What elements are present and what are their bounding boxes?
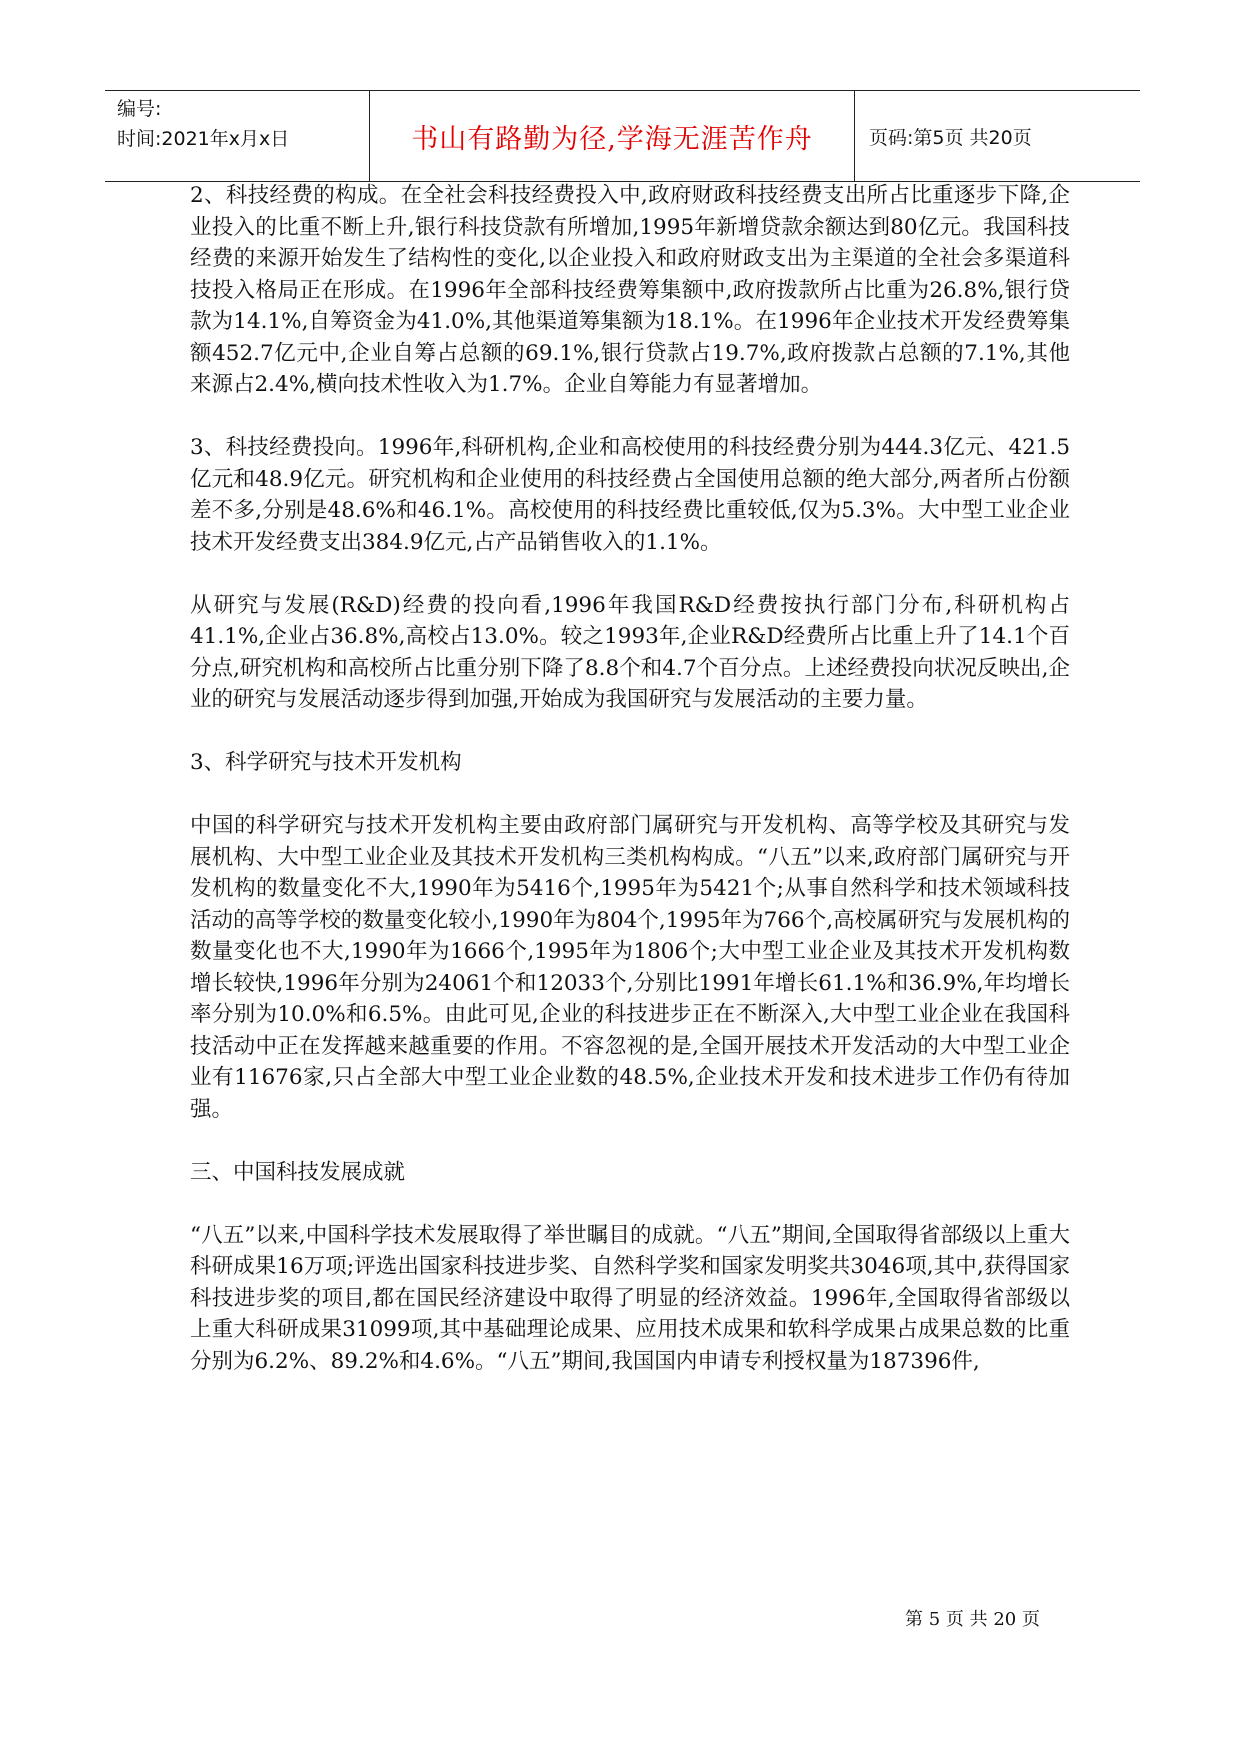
paragraph-funding-direction: 3、科技经费投向。1996年,科研机构,企业和高校使用的科技经费分别为444.3亿元、421.5亿元和48.9亿元。研究机构和企业使用的科技经费占全国使用总额的绝大部分,两者所占份额差不多,分别是48.6%和46.1%。高校使用的科技经费比重较低,仅为5.3%。大中型工业企业技术开发经费支出384.9亿元,占产品销售收入的1.1%。 bbox=[190, 435, 1070, 555]
header-motto: 书山有路勤为径,学海无涯苦作舟 bbox=[370, 91, 855, 181]
page-footer: 第 5 页 共 20 页 bbox=[905, 1609, 1040, 1630]
paragraph-institutions: 中国的科学研究与技术开发机构主要由政府部门属研究与开发机构、高等学校及其研究与发展机构、大中型工业企业及其技术开发机构三类机构构成。“八五”以来,政府部门属研究与开发机构的数量变化不大,1990年为5416个,1995年为5421个;从事自然科学和技术领域科技活动的高等学校的数量变化较小,1990年为804个,1995年为766个,高校属研究与发展机构的数量变化也不大,1990年为1666个,1995年为1806个;大中型工业企业及其技术开发机构数增长较快,1996年分别为24061个和12033个,分别比1991年增长61.1%和36.9%,年均增长率分别为10.0%和6.5%。由此可见,企业的科技进步正在不断深入,大中型工业企业在我国科技活动中正在发挥越来越重要的作用。不容忽视的是,全国开展技术开发活动的大中型工业企业有11676家,只占全部大中型工业企业数的48.5%,企业技术开发和技术进步工作仍有待加强。 bbox=[190, 813, 1070, 1122]
section-heading-institutions: 3、科学研究与技术开发机构 bbox=[190, 750, 462, 775]
paragraph-rd-direction: 从研究与发展(R&D)经费的投向看,1996年我国R&D经费按执行部门分布,科研机构占41.1%,企业占36.8%,高校占13.0%。较之1993年,企业R&D经费所占比重上升了14.1个百分点,研究机构和高校所占比重分别下降了8.8个和4.7个百分点。上述经费投向状况反映出,企业的研究与发展活动逐步得到加强,开始成为我国研究与发展活动的主要力量。 bbox=[190, 592, 1070, 712]
section-heading-achievements: 三、中国科技发展成就 bbox=[190, 1159, 406, 1185]
header-page-label: 页码:第5页 共20页 bbox=[869, 126, 1032, 149]
document-number-label: 编号: bbox=[117, 98, 162, 120]
document-time-label: 时间:2021年x月x日 bbox=[117, 128, 290, 150]
paragraph-achievements: “八五”以来,中国科学技术发展取得了举世瞩目的成就。“八五”期间,全国取得省部级以上重大科研成果16万项;评选出国家科技进步奖、自然科学奖和国家发明奖共3046项,其中,获得国家科技进步奖的项目,都在国民经济建设中取得了明显的经济效益。1996年,全国取得省部级以上重大科研成果31099项,其中基础理论成果、应用技术成果和软科学成果占成果总数的比重分别为6.2%、89.2%和4.6%。“八五”期间,我国国内申请专利授权量为187396件, bbox=[190, 1222, 1070, 1374]
header-info bbox=[105, 91, 370, 181]
document-body bbox=[190, 180, 1070, 1409]
paragraph-funding-structure: 2、科技经费的构成。在全社会科技经费投入中,政府财政科技经费支出所占比重逐步下降,企业投入的比重不断上升,银行科技贷款有所增加,1995年新增贷款余额达到80亿元。我国科技经费的来源开始发生了结构性的变化,以企业投入和政府财政支出为主渠道的全社会多渠道科技投入格局正在形成。在1996年全部科技经费筹集额中,政府拨款所占比重为26.8%,银行贷款为14.1%,自筹资金为41.0%,其他渠道筹集额为18.1%。在1996年企业技术开发经费筹集额452.7亿元中,企业自筹占总额的69.1%,银行贷款占19.7%,政府拨款占总额的7.1%,其他来源占2.4%,横向技术性收入为1.7%。企业自筹能力有显著增加。 bbox=[190, 183, 1070, 397]
page-header bbox=[105, 90, 1140, 182]
